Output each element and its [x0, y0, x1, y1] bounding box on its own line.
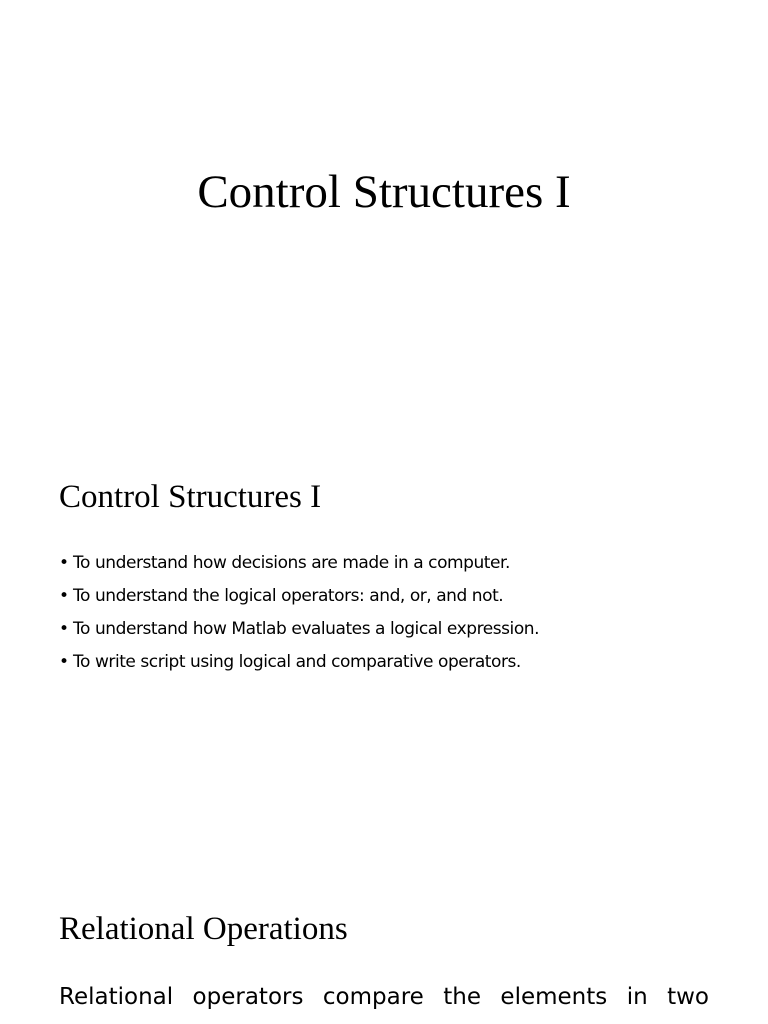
bullet-icon: • — [59, 586, 69, 606]
bullet-icon: • — [59, 652, 69, 672]
bullet-text: To understand how decisions are made in a computer. — [73, 553, 510, 573]
slide-heading: Control Structures I — [59, 479, 322, 515]
bullet-text: To understand the logical operators: and, or, and not. — [73, 586, 504, 606]
objectives-slide — [0, 432, 768, 864]
bullet-text: To write script using logical and comparative operators. — [73, 652, 521, 672]
list-item — [59, 580, 539, 613]
bullet-icon: • — [59, 553, 69, 573]
bullet-icon: • — [59, 619, 69, 639]
title-slide — [0, 0, 768, 432]
relational-operations-slide — [0, 864, 768, 1024]
list-item — [59, 547, 539, 580]
bullet-text: To understand how Matlab evaluates a logical expression. — [73, 619, 540, 639]
slide-body-text: Relational operators compare the elements in two — [59, 984, 709, 1010]
slide-heading: Relational Operations — [59, 911, 348, 947]
bullet-list — [59, 547, 539, 679]
slide-title: Control Structures I — [197, 166, 571, 218]
list-item — [59, 646, 539, 679]
list-item — [59, 613, 539, 646]
